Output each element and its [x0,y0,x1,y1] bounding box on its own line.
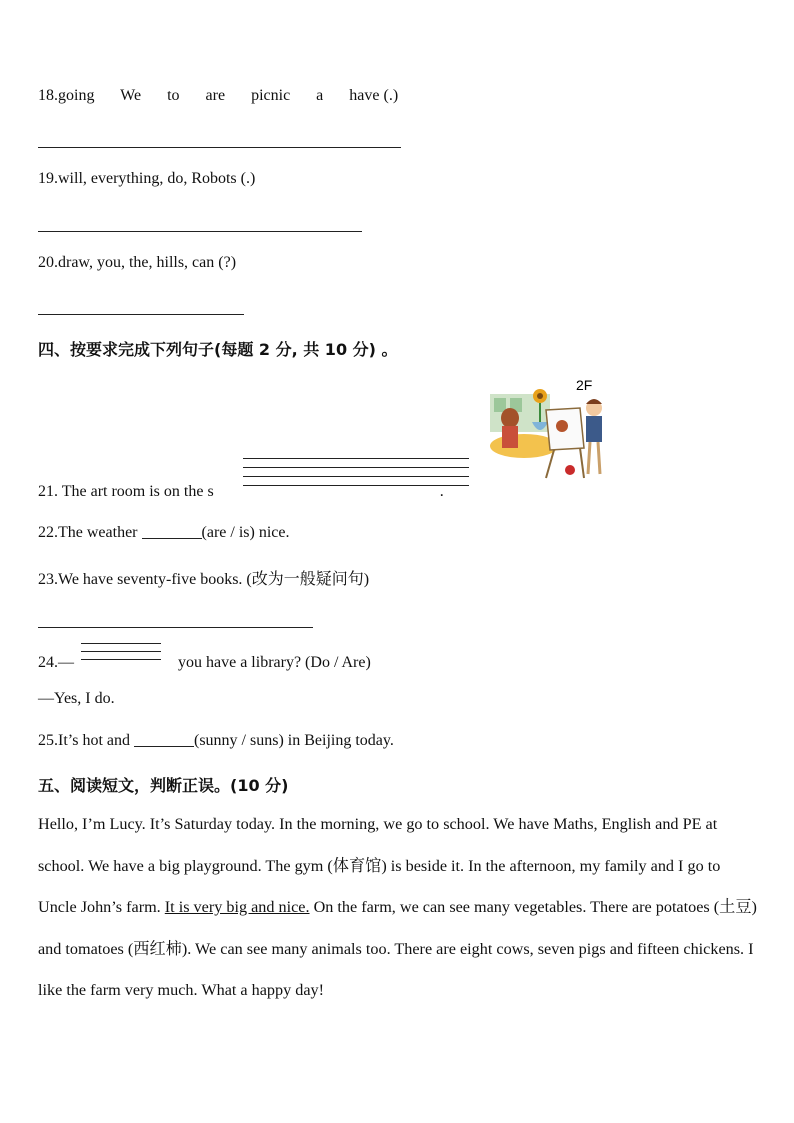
q18-word: picnic [251,87,291,104]
reading-passage [38,804,758,1012]
answer-line-23[interactable] [38,627,313,628]
question-19: 19.will, everything, do, Robots (.) [38,170,256,187]
question-24: 24.— you have a library? (Do / Are) [38,654,371,671]
passage-part-1: Hello, I’m Lucy. It’s Saturday today. In the morning, we go to school. We have Maths, English and PE at school. We have a big playground. The gym (体育馆) is beside it. In the afternoon, my family and I go to Uncle John’s farm. [38,815,721,916]
q18-word: to [167,87,180,104]
q18-word: a [316,87,324,104]
question-22: 22.The weather (are / is) nice. [38,524,290,541]
section-4-heading: 四、按要求完成下列句子(每题 2 分, 共 10 分) 。 [38,340,398,359]
section-5-heading: 五、阅读短文，判断正误。(10 分) [38,776,289,795]
q18-word: are [205,87,226,104]
art-room-illustration [484,378,612,496]
question-25: 25.It’s hot and (sunny / suns) in Beijing today. [38,732,394,749]
q18-num: 18. [38,87,58,104]
blank-22[interactable] [142,524,202,539]
q18-word: We [120,87,142,104]
floor-label: 2F [576,378,593,393]
question-24-answer: —Yes, I do. [38,690,115,707]
underlined-sentence: It is very big and nice. [164,898,310,916]
blank-25[interactable] [134,732,194,747]
q18-word: going [58,87,95,104]
passage-part-2: On the farm, we can see many vegetables. There are potatoes (土豆) and tomatoes (西红柿). We can see many animals too. There are eight cows, seven pigs and fifteen chickens. I like the farm very much. What a happy day! [38,898,757,999]
answer-line-20[interactable] [38,314,244,315]
question-20: 20.draw, you, the, hills, can (?) [38,254,237,271]
answer-line-19[interactable] [38,231,362,232]
question-23: 23.We have seventy-five books. (改为一般疑问句) [38,571,370,588]
question-18 [38,87,420,105]
answer-line-18[interactable] [38,147,401,148]
q18-word: have (.) [349,87,399,104]
question-21: 21. The art room is on the s . [38,483,444,500]
